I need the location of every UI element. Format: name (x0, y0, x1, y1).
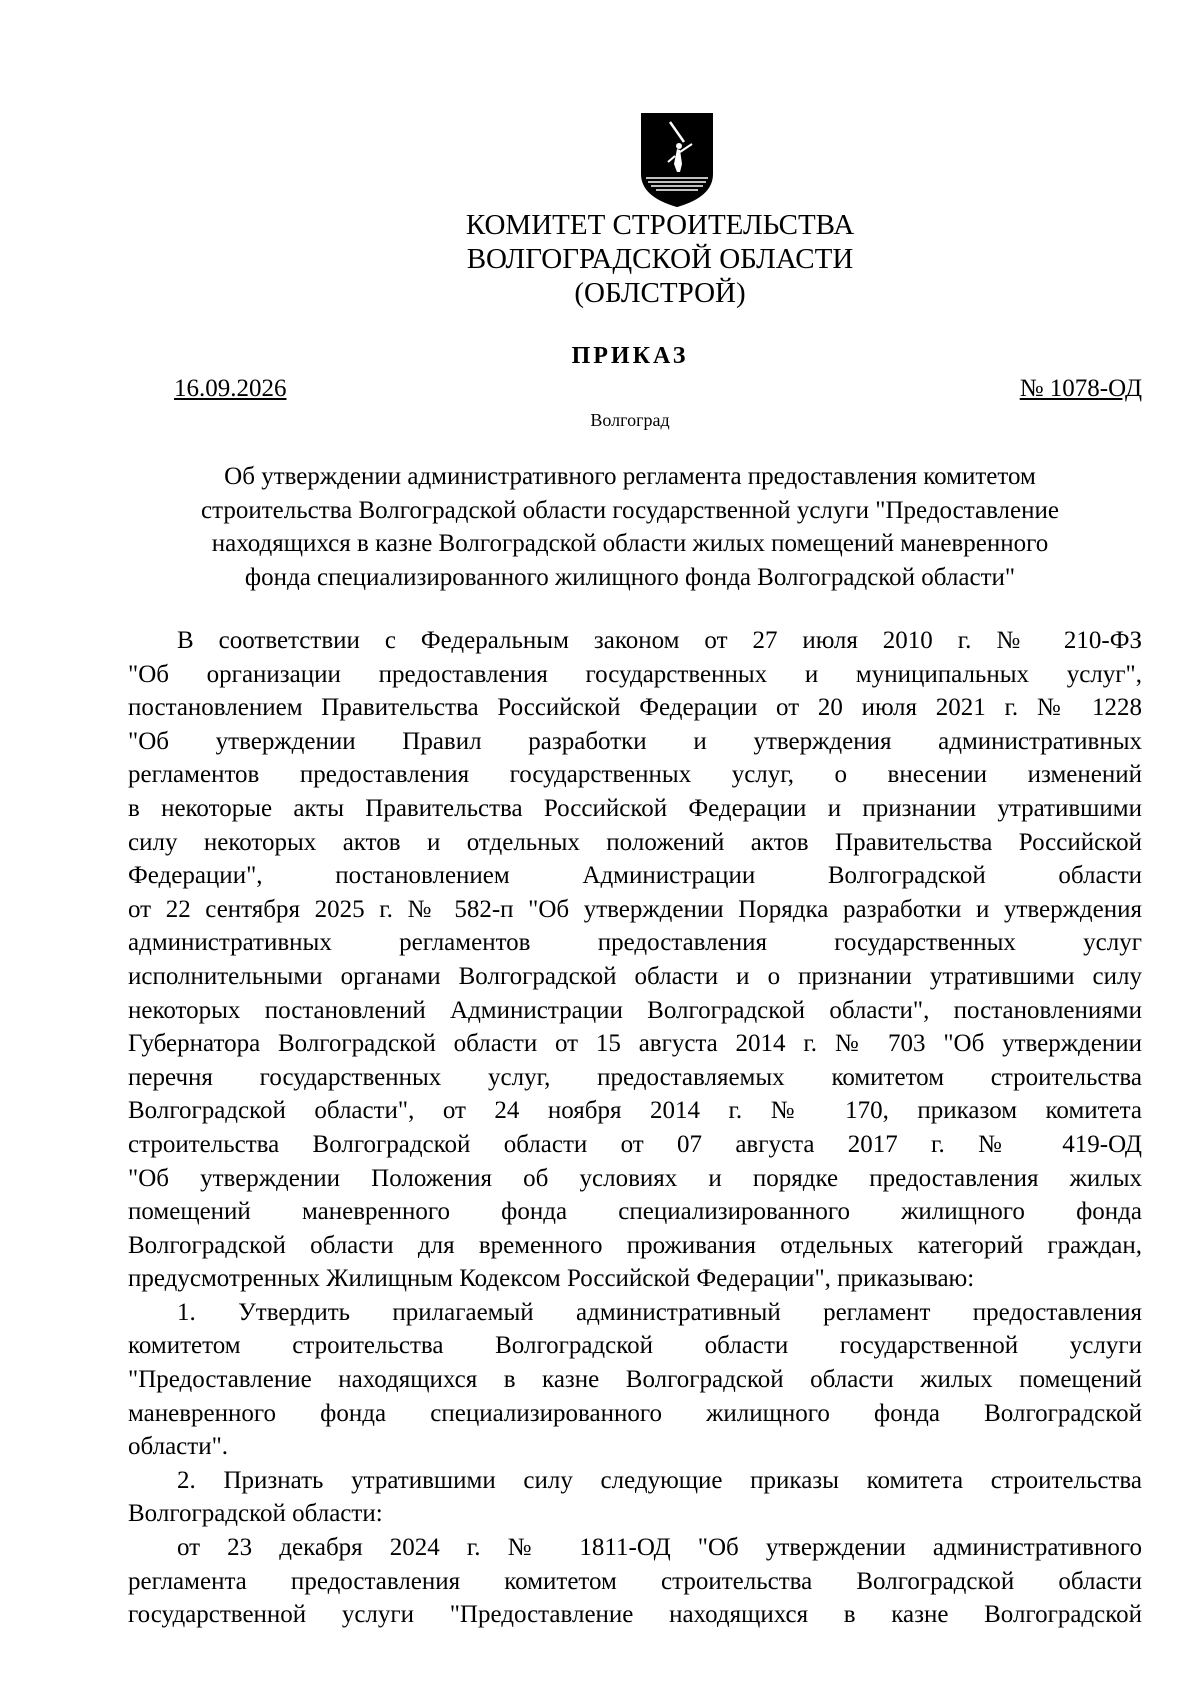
body-line: Волгоградской области: (128, 1500, 383, 1528)
body-line: административных регламентов предоставления государственных услуг (128, 929, 1142, 957)
body-line: 2. Признать утратившими силу следующие приказы комитета строительства (177, 1466, 1142, 1494)
body-line: постановлением Правительства Российской Федерации от 20 июля 2021 г. № 1228 (128, 694, 1142, 722)
organization-line-2: ВОЛГОГРАДСКОЙ ОБЛАСТИ (466, 243, 854, 275)
organization-name (400, 208, 920, 310)
body-line: помещений маневренного фонда специализированного жилищного фонда (128, 1198, 1142, 1226)
document-number: № 1078-ОД (1019, 375, 1142, 402)
body-line: Волгоградской области", от 24 ноября 2014 г. № 170, приказом комитета (128, 1097, 1142, 1125)
document-city: Волгоград (590, 410, 670, 430)
body-line: регламентов предоставления государственных услуг, о внесении изменений (128, 761, 1142, 789)
title-line: фонда специализированного жилищного фонда Волгоградской области" (244, 563, 1016, 591)
body-line: строительства Волгоградской области от 07 августа 2017 г. № 419-ОД (128, 1130, 1142, 1158)
body-line: 1. Утвердить прилагаемый административный регламент предоставления (177, 1298, 1142, 1326)
body-line: "Об утверждении Положения об условиях и порядке предоставления жилых (128, 1164, 1142, 1192)
body-line: "Предоставление находящихся в казне Волгоградской области жилых помещений (128, 1366, 1142, 1394)
body-line: предусмотренных Жилищным Кодексом Российской Федерации", приказываю: (128, 1265, 975, 1293)
document-title (130, 460, 1130, 594)
body-line: Губернатора Волгоградской области от 15 августа 2014 г. № 703 "Об утверждении (128, 1030, 1142, 1058)
document-body (128, 624, 1142, 1632)
body-line: Федерации", постановлением Администрации Волгоградской области (128, 862, 1142, 890)
body-line: силу некоторых актов и отдельных положений актов Правительства Российской (128, 828, 1142, 856)
body-line: комитетом строительства Волгоградской области государственной услуги (128, 1332, 1142, 1360)
title-line: Об утверждении административного регламента предоставления комитетом (224, 463, 1036, 490)
body-line: Волгоградской области для временного проживания отдельных категорий граждан, (128, 1231, 1142, 1259)
document-type: ПРИКАЗ (571, 343, 689, 369)
body-line: регламента предоставления комитетом строительства Волгоградской области (128, 1567, 1142, 1595)
body-line: некоторых постановлений Администрации Волгоградской области", постановлениями (128, 996, 1142, 1024)
body-line: от 23 декабря 2024 г. № 1811-ОД "Об утверждении административного (177, 1534, 1142, 1562)
document-date: 16.09.2026 (174, 375, 287, 402)
volgograd-coat-of-arms-icon (640, 112, 714, 208)
body-line: от 22 сентября 2025 г. № 582-п "Об утверждении Порядка разработки и утверждения (128, 895, 1142, 923)
organization-line-3: (ОБЛСТРОЙ) (574, 277, 746, 309)
body-line: исполнительными органами Волгоградской области и о признании утратившими силу (128, 962, 1142, 990)
body-line: перечня государственных услуг, предоставляемых комитетом строительства (128, 1063, 1142, 1091)
body-line: "Об утверждении Правил разработки и утверждения административных (128, 727, 1142, 755)
body-line: маневренного фонда специализированного жилищного фонда Волгоградской (128, 1399, 1142, 1427)
organization-line-1: КОМИТЕТ СТРОИТЕЛЬСТВА (465, 209, 855, 241)
body-line: области". (128, 1433, 229, 1461)
title-line: строительства Волгоградской области государственной услуги "Предоставление (201, 496, 1059, 524)
body-line: В соответствии с Федеральным законом от 27 июля 2010 г. № 210-ФЗ (177, 627, 1142, 654)
title-line: находящихся в казне Волгоградской области жилых помещений маневренного (211, 530, 1049, 557)
body-line: государственной услуги "Предоставление находящихся в казне Волгоградской (128, 1601, 1142, 1629)
body-line: "Об организации предоставления государственных и муниципальных услуг", (128, 660, 1142, 688)
body-line: в некоторые акты Правительства Российской Федерации и признании утратившими (128, 794, 1142, 822)
